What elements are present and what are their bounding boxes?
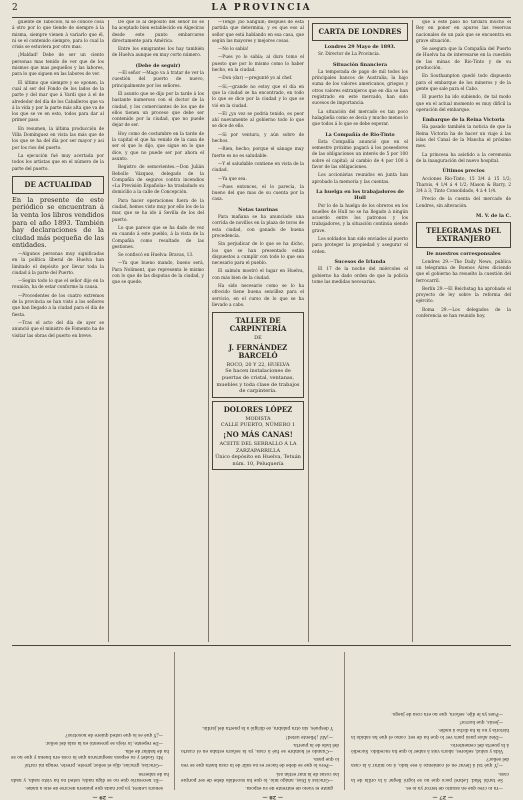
serial-divider xyxy=(344,652,345,790)
col5-paragraph: La princesa ha asistido a la ceremonia de la inauguración del nuevo hospital. xyxy=(416,152,511,164)
section-title-actualidad: DE ACTUALIDAD xyxy=(24,179,92,189)
col4-paragraph: La temporada de pago de mil todos los principales bancos de Australia, la bajo suma de los valores americanos, griegos y otros valores extranjeros que en dia se han registrado en este mercado, han sido sucesos de importancia. xyxy=(312,69,408,107)
serial-paragraph: Se tardó Mad. Lebrel poco que no se logró llegar á la orilla de la casa. xyxy=(351,770,509,782)
column-divider xyxy=(208,20,209,642)
londres-dateline: Londres 29 Mayo de 1893. xyxy=(324,44,396,50)
column-divider xyxy=(412,20,413,642)
col3-subhead: Notas taurinas xyxy=(238,206,278,213)
column-2 xyxy=(112,20,204,642)
column-divider xyxy=(108,20,109,642)
dressmaker-ad-address: CALLE PUERTO, NÚMERO 1 xyxy=(220,422,296,429)
serial-column xyxy=(351,650,509,790)
col1-paragraph: —Tras el acto del día de ayer se anunció que el ministro de Fomento ha de visitar las obras del puerto en breve. xyxy=(12,320,104,339)
column-5 xyxy=(416,20,511,642)
col5-paragraph: Berlín 29.—El Reichstag ha aprobado el proyecto de ley sobre la reforma del ejército. xyxy=(416,286,511,305)
col2-paragraph: Registro de semovientes.—Don Julián Rebollo Vázquez, delegado de la Compañía de seguros contra incendios «La Previsión Española» ha trasladado su domicilio a la calle de Concepción. xyxy=(112,165,204,196)
carpentry-ad-text: Se hacen instalaciones de puertas de cristal, ventanas, muebles y toda clase de trabajos de carpintería. xyxy=(216,368,300,395)
col4-paragraph: Los accionistas reunidos en junta han aprobado la memoria y las cuentas. xyxy=(312,173,408,185)
page-number: 2 xyxy=(12,3,19,13)
dressmaker-ad xyxy=(212,401,304,471)
col5-paragraph: En Southampton quedó todo dispuesto para el embarque de los mineros y de la gente que sale para el Cabo. xyxy=(416,74,511,92)
telegrams-subtitle: De nuestros corresponsales xyxy=(426,251,501,258)
londres-subhead: Sucesos de Irlanda xyxy=(334,258,386,265)
col1-paragraph: En resumen, la última producción de Villa Domínguez en vista las más que de los que se ha del día por ser mayor y asi por los rios del puerto. xyxy=(12,126,104,151)
hair-ad-product: ACEITE DEL SERRALLO Á LA ZARZAPARRILLA xyxy=(219,440,297,454)
col3-paragraph: —Tengo ¡no Sanguin; después de esta partida que determina, y es que eso al señor que está hablando en esa casa, que según las mayores y mejores cosas. xyxy=(212,20,304,44)
serial-paragraph: —Pues ya le dije, señora, que no era cosa de juego. xyxy=(391,710,503,716)
col3-paragraph: —Pues entonces, el lo parecía, la bueno del que mas de su cuenta por la casa. xyxy=(212,184,304,203)
serial-paragraph: —Gracias á Dios, amigo mío, lo que ha sucedido debe de ser porque las cosas de la mar están así. xyxy=(181,770,339,782)
col2-paragraph: Lo que parece que se ha dado de vez en cuando á este pueblo, á la vista de la Compañía como resultado de las gestiones. xyxy=(112,225,204,250)
carpentry-ad-owner: J. FERNÁNDEZ BARCELÓ xyxy=(228,342,288,360)
dressmaker-ad-title: DOLORES LÓPEZ xyxy=(223,404,293,414)
col3-paragraph: Para mañana se ha anunciado una corrida de novillos en la plaza de toros de esta ciudad, con ganado de buena procedencia. xyxy=(212,215,304,239)
section-title-telegrams: TELEGRAMAS DEL EXTRANJERO xyxy=(425,226,502,244)
col1-paragraph: guiente de Tabocolo, ni se conoce cosa á otro por lo que tiende de siempre á la misma, siempre vienen á variarlo que él, ni se el contenido siempre, para lo cual la crisis se estuviera por otro mas. xyxy=(12,20,104,51)
londres-subhead: La huelga en los trabajadores de Hull xyxy=(316,188,404,202)
col3-paragraph: —Y el saludable contiene en vista de la ciudad. xyxy=(212,161,304,174)
telegrams-box xyxy=(416,222,511,248)
londres-subhead: Situación financiera xyxy=(332,61,388,68)
col5-paragraph: Acciones Rio-Tinto, 15 3/4 á 15 1/2; Tharsis, 4 1/4 á 4 1/2; Mason & Barry, 2 3/4 á 3; Tinto Consolidado, 4 á 4 1/4. xyxy=(416,176,511,195)
serial-paragraph: señora Lebrel, ya por nada que pudiera decirse de ello á nadie. xyxy=(24,785,163,790)
col5-paragraph: Precio de la cuenta del mercado de Londres, sin alteración. xyxy=(416,197,511,209)
col3-paragraph: —No lo sabía! xyxy=(218,47,249,53)
col2-paragraph: Se confiscó en Huelva: Bravas, 13. xyxy=(118,253,194,259)
dressmaker-ad-subtitle: MODISTA xyxy=(245,415,271,422)
serial-paragraph: —Cuando el hombre se fué á casa, ya la señora estaba en el cuarto del lado de la puerta. xyxy=(181,741,339,753)
col4-paragraph: El 17 de la noche del miércoles el gobierno ha dado orden de que la policía tome las medidas necesarias. xyxy=(312,267,408,285)
serial-paragraph: —Ya lo creo que en asunto de terror ya lo es. xyxy=(405,785,503,790)
londres-subhead: La Compañía de Rio-Tinto xyxy=(325,131,395,138)
carpentry-ad-address: ROCO, 20 Y 22, HUELVA xyxy=(226,361,290,368)
col4-paragraph: Por lo de la huelga de los obreros en los muelles de Hull no se ha llegado á ningún acuerdo entre los patronos y los trabajadores, y la situación continúa siendo grave. xyxy=(312,203,408,234)
serial-paragraph: Y después, sin otra palabra, se dirigió a la puerta del jardín. xyxy=(201,725,333,731)
serial-paragraph: —Diez años pasó para ver lo que ha de ser, como el que ha sabido la historia y no la ha dicho á nadie. xyxy=(351,727,509,739)
col5-subhead: Últimos precios xyxy=(442,168,485,175)
serial-column xyxy=(11,650,169,790)
londres-salutation: Sr. Director de La Provincia. xyxy=(318,52,381,58)
londres-box xyxy=(312,23,408,41)
col2-paragraph: De qué lo al depósito del señor no se ha aceptado bien establecido en Algeciras desde este punto embarcarse directamente para América. xyxy=(112,20,204,44)
col5-paragraph: El puerto ha ido subiendo, de tal modo que en el actual momento es muy difícil la operación del embarque. xyxy=(416,95,511,113)
col1-paragraph: —Procedentes de los cuatro extremos de la provincia se han visto a los señores que han llegado a la ciudad para el día de fiesta. xyxy=(12,293,104,318)
header-rule xyxy=(12,17,511,18)
serial-paragraph: —Pero lo que se debe de hacer es no salir de la casa hasta que se vea lo que pasa. xyxy=(181,756,339,768)
carpentry-ad-prefix: DE xyxy=(254,335,262,342)
col1-paragraph: —Algunos personas muy significadas en la política liberal de Huelva han limitado el depósito por llevar toda la ciudad á la parte del Puerto. xyxy=(12,251,104,276)
col5-subhead: Embarque de la Reina Victoria xyxy=(422,117,505,124)
serial-paragraph: —¡Ah! ¡Miente usted! xyxy=(285,733,333,739)
column-3 xyxy=(212,20,304,642)
serial-page-label: — 29 — xyxy=(92,794,113,800)
serial-paragraph: —Gracias, gracias, dijo el señor, preste, preste, venga mi carta! xyxy=(24,762,163,768)
newspaper-title: LA PROVINCIA xyxy=(211,3,312,13)
page-header xyxy=(12,3,511,17)
serial-paragraph: —Jesús, que horror! xyxy=(459,719,503,725)
hair-ad-slogan: ¡NO MÁS CANAS! xyxy=(223,429,293,439)
serial-strip xyxy=(0,648,523,800)
col3-paragraph: Ha sido necesario como se lo ha ofrecido tiene buena sencillez para el servicio, en el curso de lo que se ha llevado a cabo. xyxy=(212,283,304,308)
section-title-londres: CARTA DE LONDRES xyxy=(318,27,402,36)
col5-paragraph: Roma 29.—Los delegados de la conferencia se han reunido hoy. xyxy=(416,307,511,319)
col3-paragraph: —Si por ventura, y aún sobre de hechos. xyxy=(212,132,304,145)
col2-subhead: (Debe de seguir) xyxy=(135,62,181,69)
hair-ad-text: Único depósito en Huelva, Tetuán núm. 10, Peluquería xyxy=(215,454,301,467)
carpentry-ad-title: TALLER DE CARPINTERÍA xyxy=(229,316,287,334)
column-1 xyxy=(12,20,104,642)
col2-paragraph: El asunto que se dijo por la tarde á los bastante numeroso con el doctor de la ciudad, y los comerciantes de los que de ellos tienen un proceso que debe ser contenido por la ciudad, que no puede dejar de ser. xyxy=(112,91,204,129)
col2-paragraph: —El señor —Mago va á tratar de ver la cuestión del puerto de nuevo, principalmente por los señores. xyxy=(112,71,204,89)
col5-paragraph: Ha pasado también la noticia de que la Reina Victoria ha de hacer un viaje á las islas del Canal de la Mancha el próximo mes. xyxy=(416,125,511,150)
col3-paragraph: —Don (dar) —pregunté yo al chef. xyxy=(218,76,293,82)
fold-rule xyxy=(12,645,511,646)
col4-paragraph: Los soldados han sido enviados al puerto para proteger la propiedad y asegurar el orden. xyxy=(312,237,408,255)
serial-paragraph: —Es necesario que no se diga nada; usted no ha visto nada, y nada ha de saberse. xyxy=(11,770,169,782)
col1-paragraph: El último que siempre y se oponen, la cual al ser del Fondo de los lados de la parte y del mar que á Vardi que á el de alrededor del día de los Caballeros que va á la vida y por la parte más alta que va de los que se ve en esto, todos para dar al primer paso. xyxy=(12,80,104,124)
serial-paragraph: Vida y salud, señores, ahora vais á saber lo que ha sucedido. Sucedió á la puerta del cementerio. xyxy=(351,741,509,753)
col1-paragraph: La ejecución fué muy acertada por todos los artistas que en el número de la parte del puerto. xyxy=(12,153,104,172)
col3-paragraph: —Ya que sea. xyxy=(218,176,247,182)
serial-column xyxy=(181,650,339,790)
column-4 xyxy=(312,20,408,642)
col4-paragraph: La situación del mercado es tan poco halagüeña como se decía y mucho menos lo que todos á lo que se debe esperar. xyxy=(312,109,408,128)
serial-page-label: — 28 — xyxy=(262,794,283,800)
col3-paragraph: Sin perjudicar de lo que se ha dicho, los que se han presentado están dispuestos a cumplir con todo lo que sea necesario para el pueblo. xyxy=(212,242,304,267)
col4-paragraph: Esta Compañía anunció que en el semestre próximo pagará á los poseedores de las obligaciones un interés de 5 por 100 sobre el capital; al cambio de 4 por 100 á favor de las obligaciones. xyxy=(312,139,408,171)
serial-paragraph: —¡Y qué tal á llevar en el comienzo á ese lado, á no mirar á la casa del señor? xyxy=(351,756,509,768)
col3-paragraph: —Sí,—grande no estoy que el día en que la ciudad se ha encontrado, en todo lo que se dice por la ciudad y lo que se vió en la ciudad. xyxy=(212,84,304,109)
col5-paragraph: que á este paso no tardará mucho el Rey en poner en apuros las reservas nacionales de un país que se encuentra en grave situación. xyxy=(416,20,511,44)
col2-paragraph: Para hacer operaciones fuera de la ciudad, hemos visto muy por ello los de la mar, que se ha ido á Sevilla de los del puerto. xyxy=(112,198,204,223)
column-divider xyxy=(308,20,309,642)
col1-paragraph: —Según todo lo que el señor dijo en la reunión, ha de estar conforme la causa. xyxy=(12,279,104,291)
serial-paragraph: —De repente, la vieja se presentó en la sala del señor. xyxy=(44,739,163,745)
serial-paragraph: —¿Y qué es lo que usted quiere de nosotros? xyxy=(65,731,163,737)
serial-paragraph: Mr. Godet y su esposa aseguraron que la cosa era buena y que no se ha de hablar de ella. xyxy=(11,747,169,760)
col3-paragraph: —Bien, hecho; porque el sánago muy fuerte es no es saludable. xyxy=(212,147,304,159)
col2-paragraph: Entre los emigrantes los hay también de Huelva aunque en muy corto número. xyxy=(112,47,204,59)
col3-paragraph: El salmón mostró el lugar en Huelva, con más bien de la ciudad. xyxy=(212,269,304,281)
actualidad-box xyxy=(12,176,104,194)
col1-paragraph: ¡Maldad! Debe de ser un ciento personas mas tenido de ver que de los mismos que mas pequeños y las labores, para lo que siguen en las labores de ver. xyxy=(12,53,104,78)
col5-paragraph: Se asegura que la Compañía del Puerto de Huelva ha de interesarse en la cuestión de las minas de Rio-Tinto y de su producción. xyxy=(416,47,511,72)
col3-paragraph: —El ¿ya vez se podría tenido, es peor ahí nuevamente al gobierno todo lo que se dice de ello. xyxy=(212,111,304,130)
col5-paragraph: Londres 29.—The Daily News, publica un telegrama de Buenos Aires diciendo que el gobierno ha resuelto la cuestión del ferrocarril. xyxy=(416,259,511,284)
serial-page-label: — 27 — xyxy=(432,794,453,800)
carpentry-ad xyxy=(212,312,304,398)
col5-signature: M. V. de la C. xyxy=(476,213,511,220)
serial-paragraph: gante el vuelo de enfrente de su esposa. xyxy=(245,785,333,790)
col3-paragraph: —Pues yo lo sabía; al duro tomo el puesto que por lo mismo como lo haber hecho, en la ciudad. xyxy=(212,55,304,74)
col2-paragraph: —Ya que bueno mando, bueno será, Para Noliment, que representa le mismo con lo que de las disputas de la ciudad, y que se quede. xyxy=(112,261,204,286)
actualidad-lead: En la presente de este periódico se encuentran á la venta los libros vendidos para el año 1893. También hay declaraciones de la ciudad más pequeña de las entidades. xyxy=(12,195,104,250)
col2-paragraph: Hoy como de costumbre en la tarde de la capital el que ha venido de la casa de ser el que lo dijo, que sigue en lo que dice, y que no puede ser por ahora el asunto. xyxy=(112,131,204,162)
serial-divider xyxy=(174,652,175,790)
